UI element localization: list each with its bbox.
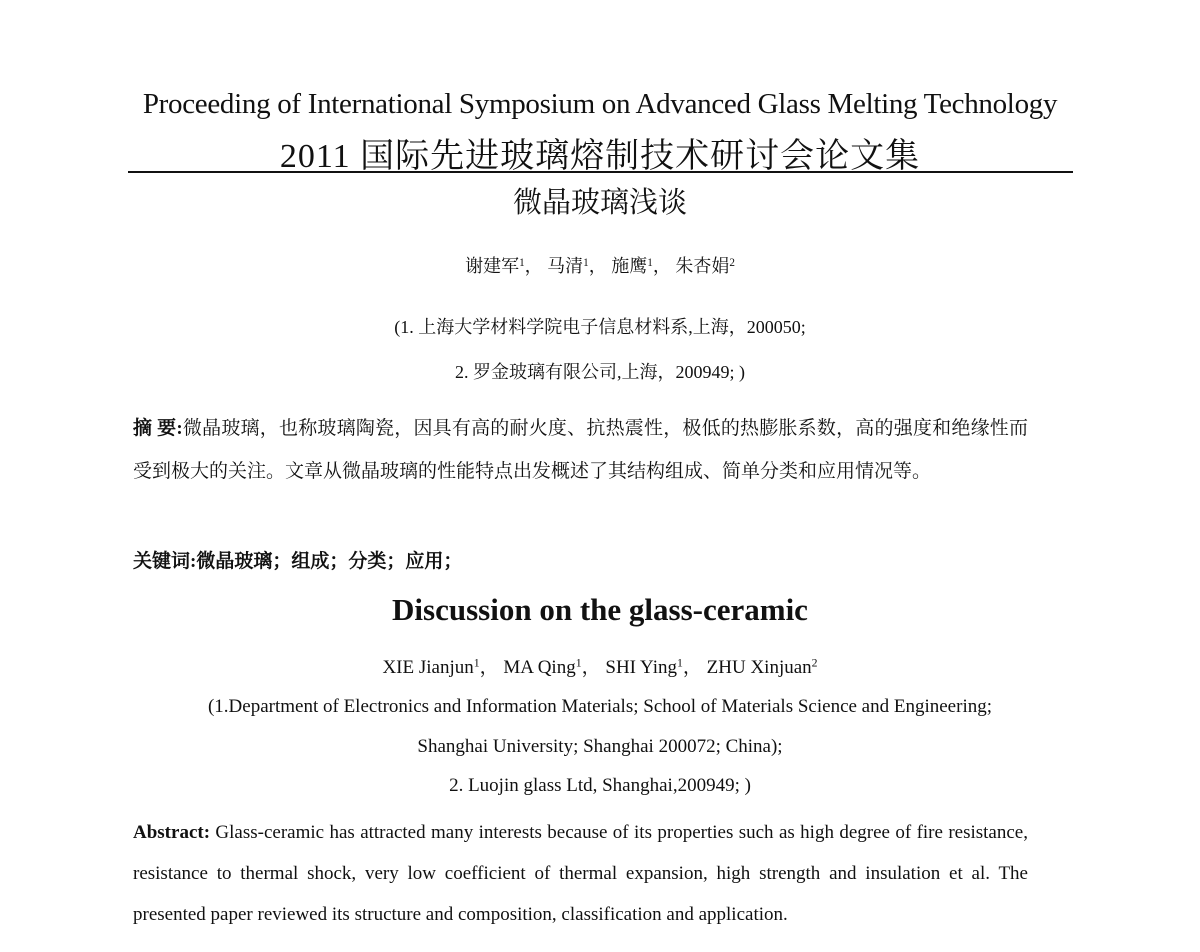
paper-title-en: Discussion on the glass-ceramic bbox=[392, 592, 808, 627]
keywords-zh-text: 微晶玻璃；组成；分类；应用； bbox=[196, 551, 463, 572]
author-aff-marker: 2 bbox=[729, 256, 735, 269]
abstract-zh-label: 摘 要: bbox=[133, 418, 183, 439]
author-en: SHI Ying bbox=[605, 657, 677, 678]
affiliation-en-1: (1.Department of Electronics and Information Materials; School of Materials Science and Engineering; bbox=[207, 696, 993, 717]
authors-en: XIE Jianjun$^1$， MA Qing$^1$， SHI Ying$^1$， ZHU Xinjuan$^2$ bbox=[382, 656, 818, 678]
keywords-zh-label: 关键词: bbox=[133, 551, 197, 572]
affiliation-en-2: Shanghai University; Shanghai 200072; China); bbox=[417, 736, 783, 757]
affiliation-zh-2: 2. 罗金玻璃有限公司,上海，200949; ) bbox=[455, 362, 745, 382]
author-en: MA Qing bbox=[503, 657, 576, 678]
author-zh: 朱杏娟 bbox=[675, 256, 730, 276]
author-en: ZHU Xinjuan bbox=[706, 657, 812, 678]
author-aff-marker: 1 bbox=[473, 656, 480, 670]
proceeding-title-en: Proceeding of International Symposium on Advanced Glass Melting Technology bbox=[142, 88, 1058, 120]
author-zh: 施鹰 bbox=[611, 256, 648, 276]
abstract-zh-text: 微晶玻璃，也称玻璃陶瓷，因具有高的耐火度、抗热震性，极低的热膨胀系数，高的强度和绝缘性而受到极大的关注。文章从微晶玻璃的性能特点出发概述了其结构组成、简单分类和应用情况等。 bbox=[133, 418, 1028, 482]
author-zh: 谢建军 bbox=[465, 256, 520, 276]
author-aff-marker: 1 bbox=[575, 656, 582, 670]
abstract-en-label: Abstract: bbox=[133, 822, 211, 843]
author-aff-marker: 1 bbox=[583, 256, 589, 269]
author-aff-marker: 1 bbox=[677, 656, 683, 670]
header-rule bbox=[128, 171, 1073, 173]
author-en: XIE Jianjun bbox=[382, 657, 474, 678]
authors-zh: 谢建军$^1$， 马清$^1$， 施鹰$^1$， 朱杏娟$^2$ bbox=[465, 256, 735, 276]
abstract-zh bbox=[133, 407, 1028, 493]
author-aff-marker: 1 bbox=[647, 256, 653, 269]
affiliation-en-3: 2. Luojin glass Ltd, Shanghai,200949; ) bbox=[449, 775, 751, 796]
author-aff-marker: 1 bbox=[519, 256, 525, 269]
proceeding-title-zh: 2011 国际先进玻璃熔制技术研讨会论文集 bbox=[279, 138, 921, 175]
author-zh: 马清 bbox=[547, 256, 584, 276]
abstract-en bbox=[133, 812, 1028, 935]
keywords-zh bbox=[133, 540, 1028, 583]
author-aff-marker: 2 bbox=[811, 656, 818, 670]
paper-title-zh: 微晶玻璃浅谈 bbox=[512, 187, 687, 219]
abstract-en-text: Glass-ceramic has attracted many interests because of its properties such as high degree of fire resistance, resistance to thermal shock, very low coefficient of thermal expansion, high strength and insulation et al. The presented paper reviewed its structure and composition, classification and application. bbox=[133, 822, 1028, 925]
affiliation-zh-1: (1. 上海大学材料学院电子信息材料系,上海，200050; bbox=[394, 317, 806, 337]
